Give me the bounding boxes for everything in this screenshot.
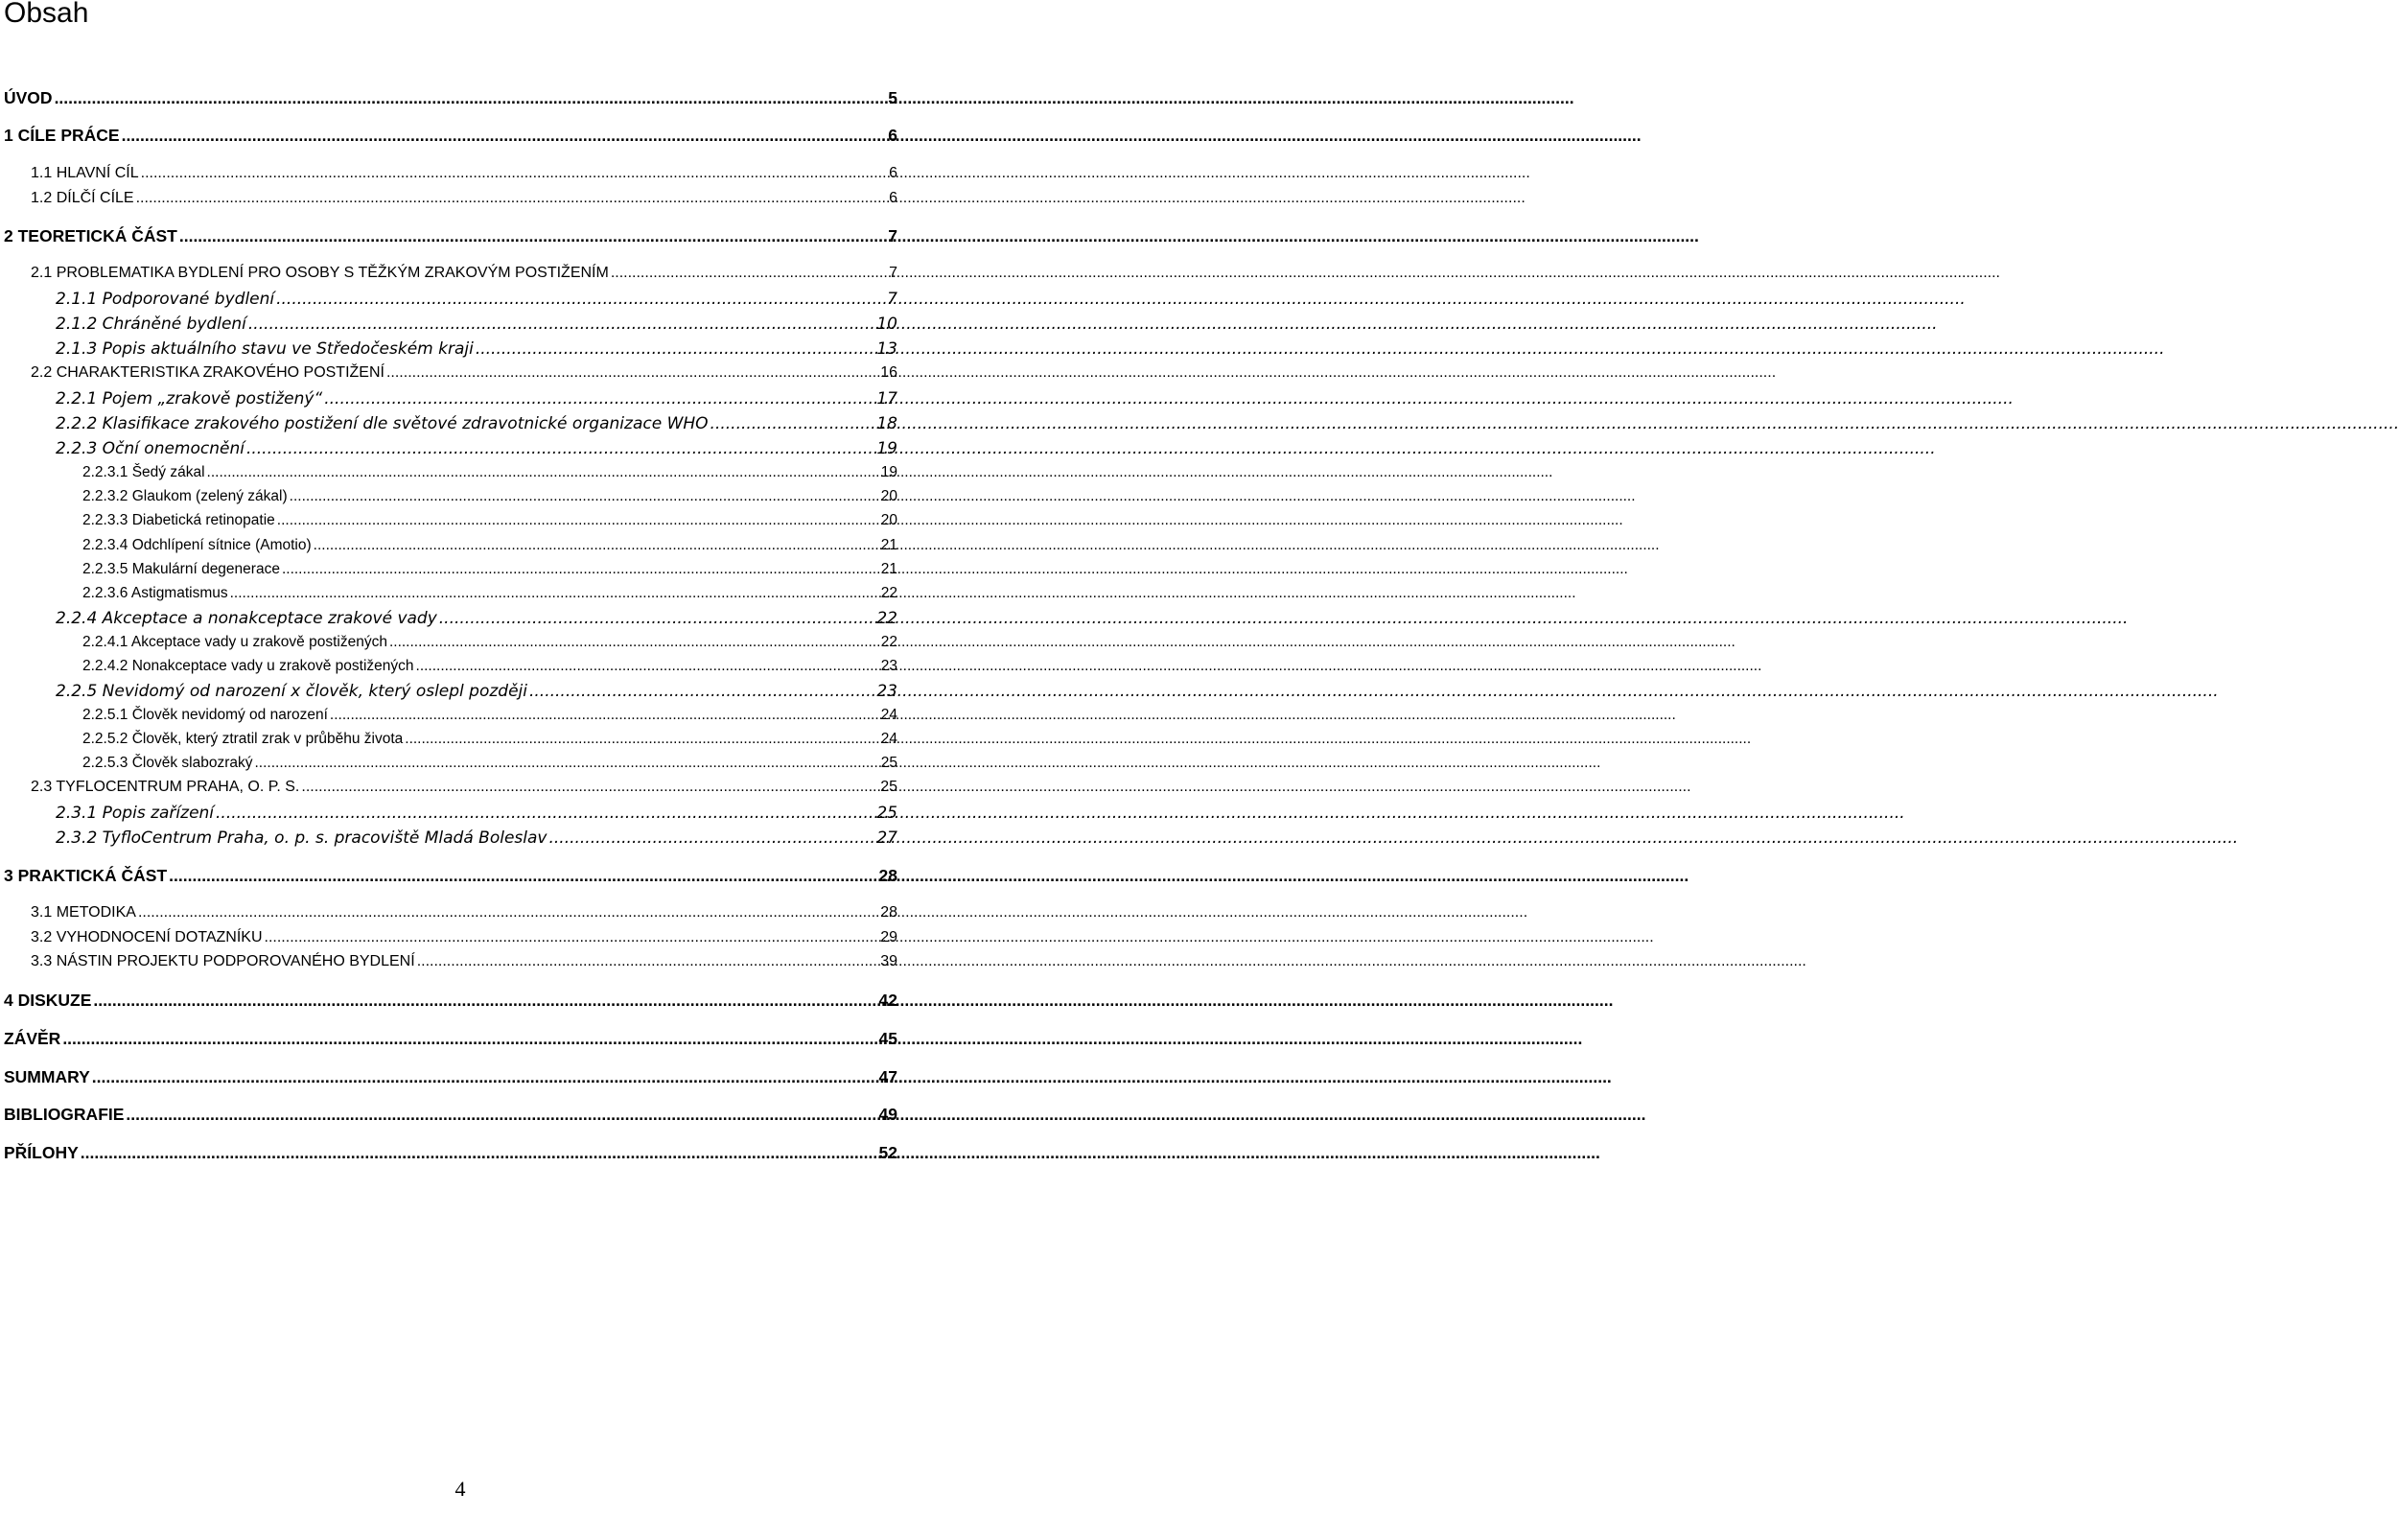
dot-leader [139,165,889,182]
toc-entry-page: 52 [878,1143,897,1162]
toc-entry-page: 28 [878,866,897,885]
toc-entry-title: 1 CÍLE PRÁCE [4,126,120,145]
dot-leader [124,1105,878,1125]
toc-entry[interactable] [4,991,897,1015]
toc-entry[interactable] [4,88,897,113]
toc-entry[interactable] [56,609,897,634]
toc-entry-title: 2.1.1 Podporované bydlení [56,290,275,309]
toc-entry-title: 2.2.3.1 Šedý zákal [82,464,205,480]
dot-leader [275,512,881,529]
toc-entry[interactable] [4,126,897,151]
toc-entry[interactable] [56,389,897,414]
dot-leader [90,1067,879,1087]
toc-entry[interactable] [82,707,897,732]
toc-entry-page: 49 [878,1105,897,1124]
dot-leader [252,755,880,772]
toc-entry-page: 47 [878,1067,897,1086]
toc-entry-title: 2.1.3 Popis aktuálního stavu ve Středočeském kraji [56,339,474,359]
toc-entry-page: 24 [880,731,897,747]
toc-entry-title: PŘÍLOHY [4,1143,79,1162]
dot-leader [214,804,876,823]
toc-entry[interactable] [56,804,897,828]
dot-leader [414,658,881,675]
toc-entry-title: 3.2 VYHODNOCENÍ DOTAZNÍKU [31,929,263,945]
dot-leader [709,414,877,433]
toc-entry-title: 2.2.5.2 Člověk, který ztratil zrak v průběhu života [82,731,404,747]
toc-entry[interactable] [82,658,897,683]
dot-leader [53,88,889,108]
toc-entry-page: 6 [889,190,897,206]
toc-entry-page: 22 [880,634,897,650]
toc-entry-page: 20 [880,488,897,504]
toc-entry[interactable] [56,339,897,364]
dot-leader [403,731,880,748]
toc-entry[interactable] [82,537,897,562]
toc-entry-title: 2.2.3.3 Diabetická retinopatie [82,512,275,528]
toc-entry-page: 25 [880,755,897,771]
toc-entry-page: 7 [888,226,897,245]
dot-leader [609,265,889,282]
toc-entry-title: 2.3.1 Popis zařízení [56,804,215,823]
toc-entry-title: 2.2.3.6 Astigmatismus [82,585,228,601]
dot-leader [134,190,889,207]
toc-entry-title: 3 PRAKTICKÁ ČÁST [4,866,168,885]
toc-entry[interactable] [82,731,897,756]
toc-entry-title: 2.2.4.2 Nonakceptace vady u zrakově postižených [82,658,414,674]
dot-leader [288,488,881,505]
toc-entry-page: 13 [876,339,897,359]
toc-entry[interactable] [82,464,897,489]
toc-entry-page: 6 [889,165,897,181]
toc-entry-title: 2.2.5 Nevidomý od narození x člověk, který oslepl později [56,682,527,701]
toc-entry-page: 7 [887,290,897,309]
toc-entry-title: 3.3 NÁSTIN PROJEKTU PODPOROVANÉHO BYDLENÍ [31,953,415,969]
toc-entry-title: 2.3 TYFLOCENTRUM PRAHA, O. P. S. [31,779,300,795]
toc-entry-title: 3.1 METODIKA [31,904,136,921]
page-title: Obsah [4,0,89,29]
toc-entry[interactable] [4,226,897,251]
toc-entry-title: 2.2.5.3 Člověk slabozraký [82,755,253,771]
toc-entry-title: 2.2 CHARAKTERISTIKA ZRAKOVÉHO POSTIŽENÍ [31,364,384,381]
toc-entry[interactable] [31,265,897,290]
toc-entry[interactable] [31,904,897,929]
toc-entry-page: 23 [880,658,897,674]
toc-entry-page: 42 [878,991,897,1010]
toc-entry[interactable] [4,1143,897,1168]
toc-entry[interactable] [4,1105,897,1130]
toc-entry[interactable] [56,439,897,464]
toc-entry-page: 22 [876,609,897,628]
toc-entry-title: 2 TEORETICKÁ ČÁST [4,226,177,245]
dot-leader [177,226,888,246]
dot-leader [245,439,876,458]
toc-entry-title: ZÁVĚR [4,1029,61,1048]
dot-leader [328,707,881,724]
dot-leader [322,389,876,408]
dot-leader [474,339,877,359]
dot-leader [415,953,881,970]
toc-entry-title: 2.2.5.1 Člověk nevidomý od narození [82,707,328,723]
toc-entry-page: 20 [880,512,897,528]
toc-entry-title: 2.3.2 TyfloCentrum Praha, o. p. s. pracoviště Mladá Boleslav [56,828,547,848]
toc-entry[interactable] [31,364,897,389]
dot-leader [437,609,877,628]
dot-leader [91,991,878,1011]
dot-leader [263,929,881,946]
toc-entry-title: ÚVOD [4,88,53,107]
toc-entry-page: 24 [880,707,897,723]
dot-leader [205,464,881,481]
toc-entry[interactable] [31,929,897,954]
toc-entry-page: 22 [880,585,897,601]
toc-entry-page: 25 [880,779,897,795]
toc-entry-page: 18 [876,414,897,433]
dot-leader [60,1029,878,1049]
toc-entry-page: 17 [876,389,897,408]
toc-entry-page: 39 [880,953,897,969]
toc-entry[interactable] [82,585,897,610]
toc-entry-title: 1.1 HLAVNÍ CÍL [31,165,139,181]
toc-entry-page: 5 [888,88,897,107]
dot-leader [246,315,876,334]
dot-leader [387,634,881,651]
toc-entry-page: 16 [880,364,897,381]
dot-leader [547,828,876,848]
toc-entry-page: 6 [888,126,897,145]
toc-entry[interactable] [4,866,897,891]
toc-entry-title: 2.2.1 Pojem „zrakově postižený“ [56,389,323,408]
toc-entry-page: 7 [889,265,897,281]
toc-entry[interactable] [4,1067,897,1092]
toc-entry-page: 10 [876,315,897,334]
toc-entry-title: 1.2 DÍLČÍ CÍLE [31,190,134,206]
toc-entry-title: 2.2.3 Oční onemocnění [56,439,245,458]
toc-entry-page: 21 [880,537,897,553]
toc-entry[interactable] [56,682,897,707]
dot-leader [299,779,880,796]
dot-leader [136,904,880,922]
toc-entry[interactable] [56,828,897,853]
toc-entry[interactable] [56,315,897,339]
toc-entry[interactable] [82,634,897,659]
toc-entry-title: SUMMARY [4,1067,90,1086]
toc-entry-page: 45 [878,1029,897,1048]
dot-leader [274,290,887,309]
toc-entry-page: 23 [876,682,897,701]
toc-entry[interactable] [82,755,897,780]
toc-entry-page: 25 [876,804,897,823]
toc-entry[interactable] [31,953,897,978]
dot-leader [79,1143,879,1163]
dot-leader [228,585,881,602]
toc-entry-page: 28 [880,904,897,921]
toc-entry[interactable] [31,165,897,190]
toc-entry-title: 2.2.3.5 Makulární degenerace [82,561,280,577]
toc-entry-title: 2.2.4 Akceptace a nonakceptace zrakové vady [56,609,437,628]
toc-entry-title: 2.2.3.2 Glaukom (zelený zákal) [82,488,288,504]
toc-entry[interactable] [31,190,897,215]
dot-leader [384,364,880,382]
toc-entry-page: 19 [880,464,897,480]
toc-entry-page: 19 [876,439,897,458]
toc-entry-page: 27 [876,828,897,848]
toc-entry[interactable] [31,779,897,804]
toc-entry[interactable] [82,488,897,513]
toc-entry-page: 29 [880,929,897,945]
toc-entry[interactable] [56,414,897,439]
page-number: 4 [454,1477,466,1501]
toc-entry-title: 2.2.3.4 Odchlípení sítnice (Amotio) [82,537,312,553]
toc-entry[interactable] [56,290,897,315]
toc-entry[interactable] [4,1029,897,1054]
toc-entry-title: 2.2.4.1 Akceptace vady u zrakově postižených [82,634,387,650]
toc-entry-title: BIBLIOGRAFIE [4,1105,125,1124]
toc-entry-page: 21 [880,561,897,577]
dot-leader [167,866,878,886]
toc-entry-title: 2.1.2 Chráněné bydlení [56,315,246,334]
dot-leader [280,561,881,578]
dot-leader [312,537,881,554]
toc-entry[interactable] [82,561,897,586]
toc-entry-title: 2.1 PROBLEMATIKA BYDLENÍ PRO OSOBY S TĚŽKÝM ZRAKOVÝM POSTIŽENÍM [31,265,609,281]
dot-leader [527,682,876,701]
toc-entry[interactable] [82,512,897,537]
toc-entry-title: 4 DISKUZE [4,991,92,1010]
dot-leader [120,126,889,146]
toc-entry-title: 2.2.2 Klasifikace zrakového postižení dle světové zdravotnické organizace WHO [56,414,709,433]
